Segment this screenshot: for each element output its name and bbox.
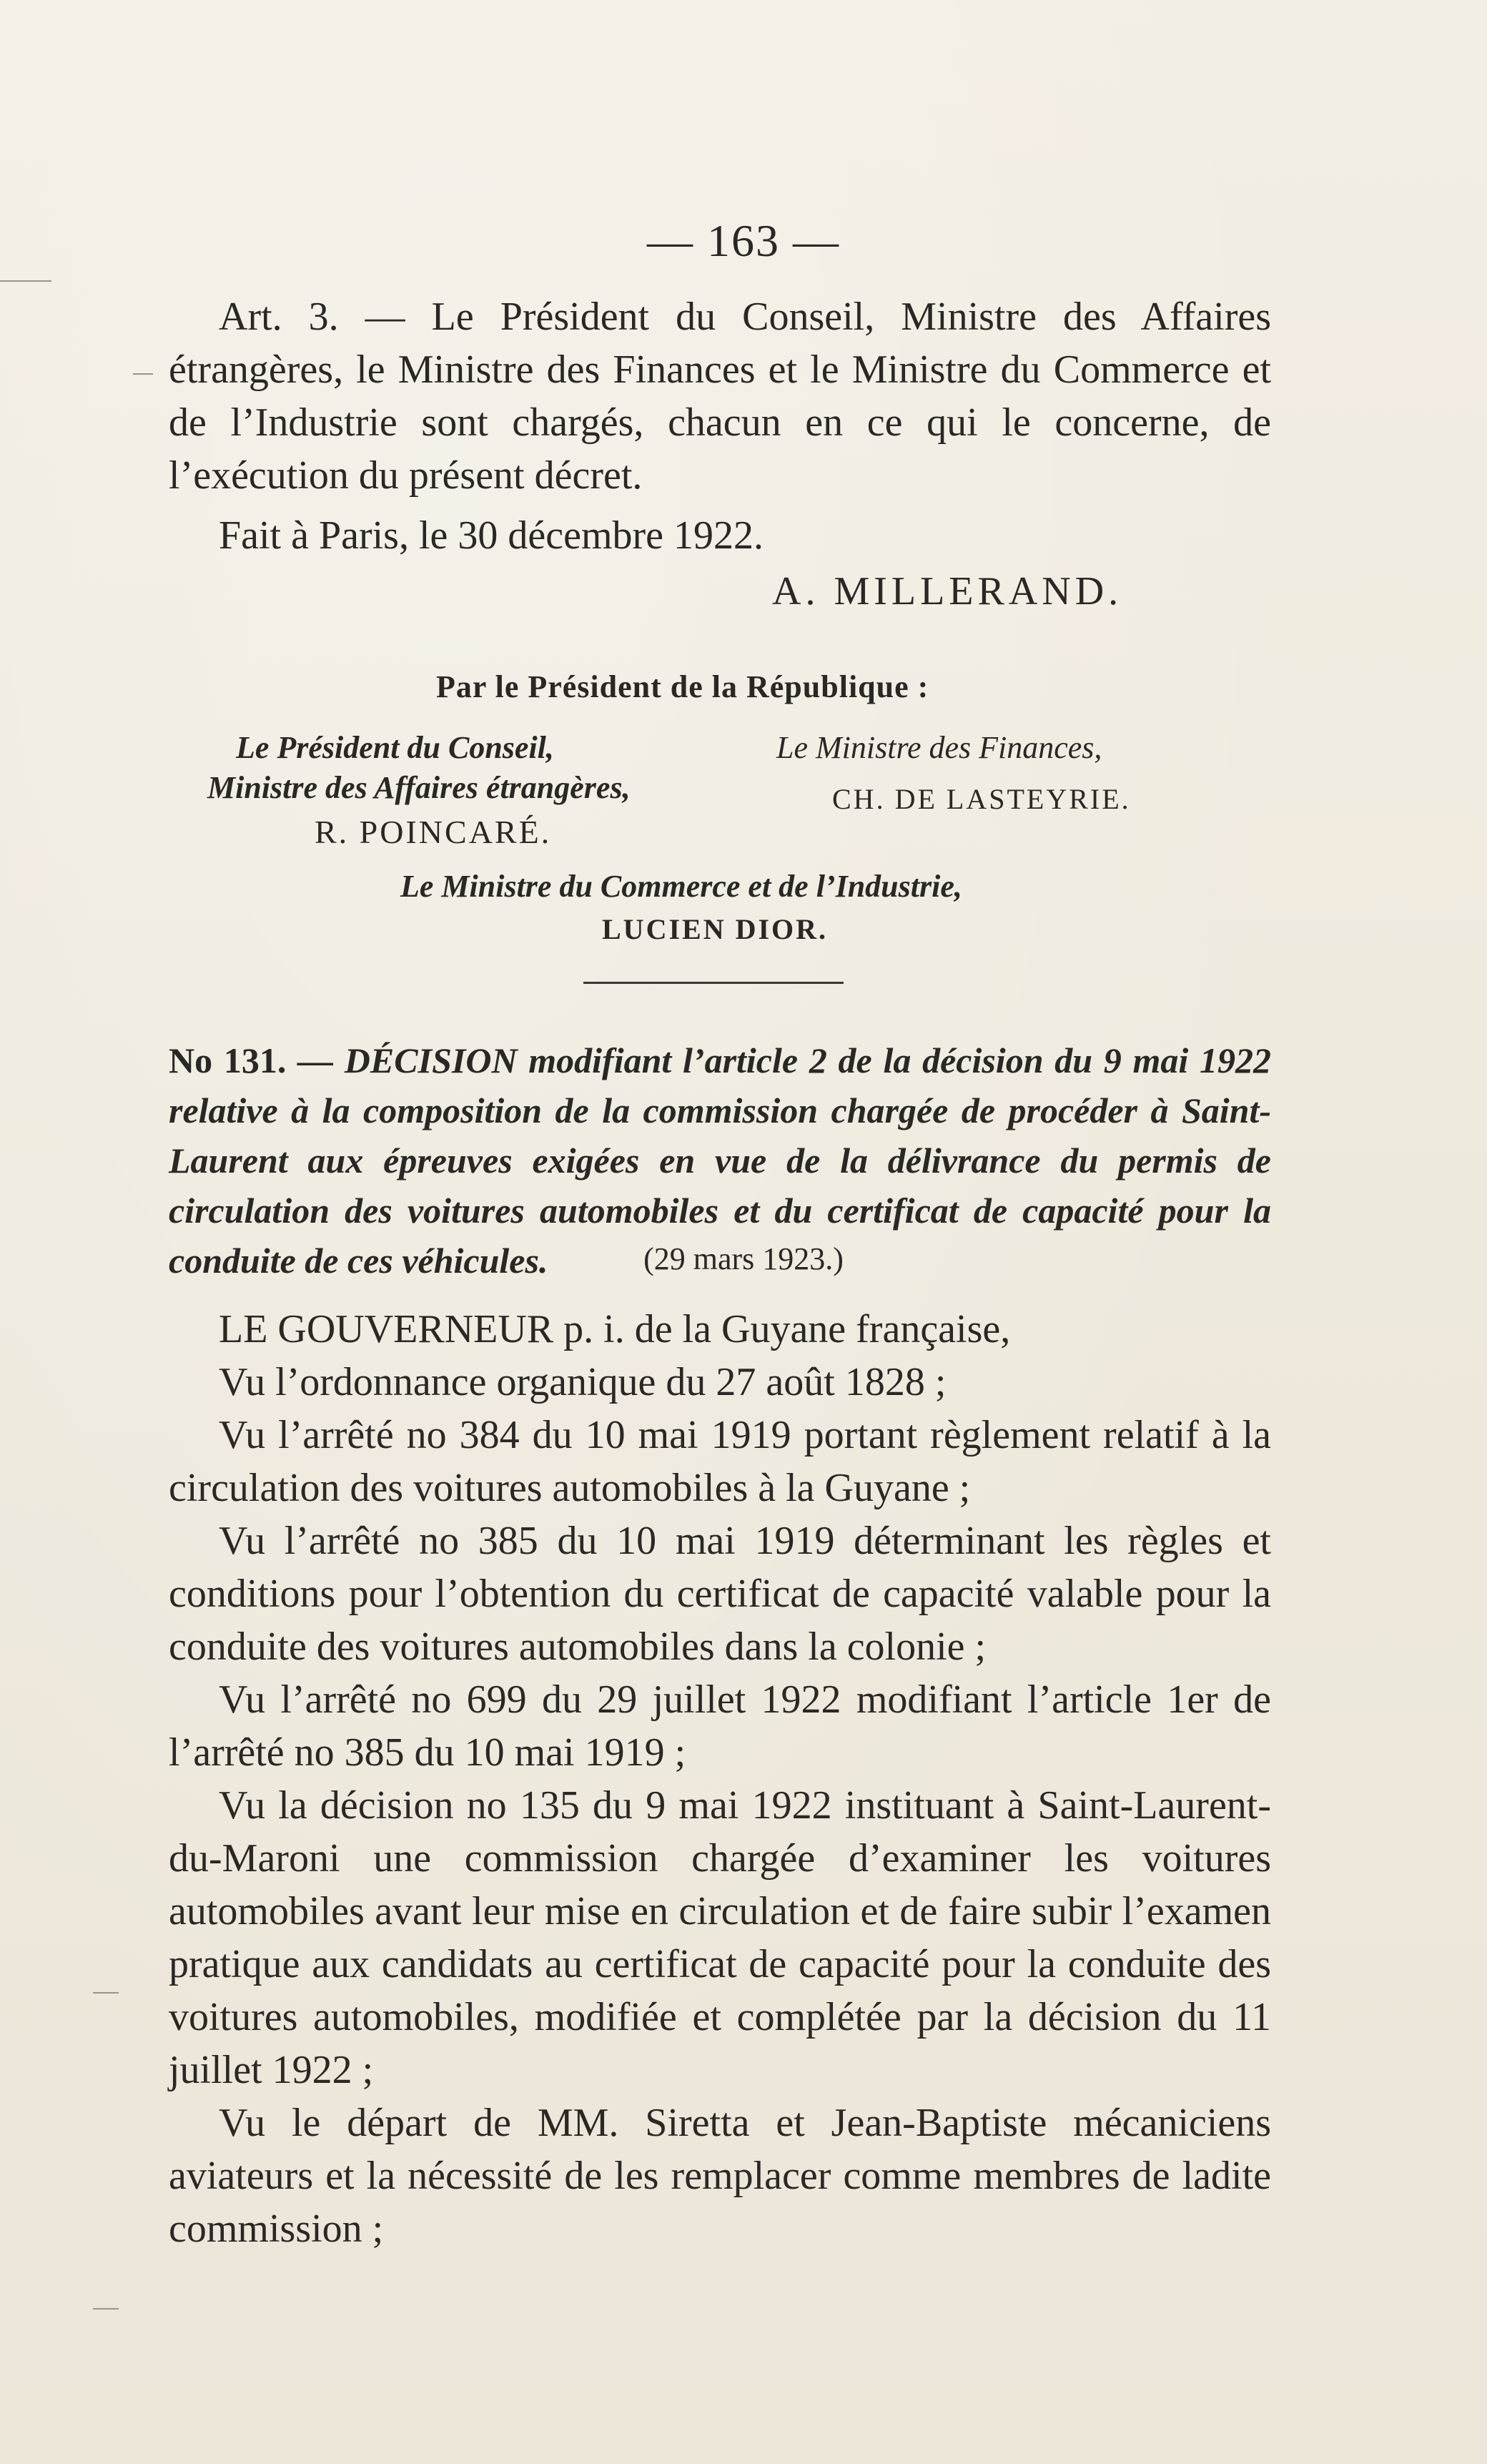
article-3-text: Art. 3. — Le Président du Conseil, Ministre des Affaires étrangères, le Ministre des Finances et le Ministre du Commerce et de l’Industrie sont chargés, chacun en ce qui le concerne, de l’exécution du présent décret. bbox=[169, 295, 1271, 498]
vu-paragraph: Vu la décision no 135 du 9 mai 1922 instituant à Saint-Laurent-du-Maroni une commission chargée d’examiner les voitures automobiles avant leur mise en circulation et de faire subir l’examen pratique aux candidats au certificat de capacité pour la conduite des voitures automobiles, modifiée et complétée par la décision du 11 juillet 1922 ; bbox=[169, 1783, 1271, 2092]
vu-paragraph: Vu l’ordonnance organique du 27 août 1828 ; bbox=[219, 1360, 947, 1404]
vu-paragraph: Vu le départ de MM. Siretta et Jean-Baptiste mécaniciens aviateurs et la nécessité de les remplacer comme membres de ladite commission ; bbox=[169, 2101, 1271, 2251]
section-divider bbox=[583, 982, 844, 984]
gouverneur-line: LE GOUVERNEUR p. i. de la Guyane française, bbox=[219, 1307, 1011, 1351]
signature-main: A. MILLERAND. bbox=[772, 569, 1123, 613]
signatory-name: CH. DE LASTEYRIE. bbox=[832, 783, 1131, 815]
vu-paragraph: Vu l’arrêté no 385 du 10 mai 1919 déterminant les règles et conditions pour l’obtention du certificat de capacité valable pour la conduite des voitures automobiles dans la colonie ; bbox=[169, 1519, 1271, 1669]
margin-mark bbox=[93, 1992, 119, 1994]
decision-body bbox=[169, 1303, 1271, 2255]
margin-mark bbox=[133, 373, 153, 375]
decision-number: No 131. bbox=[169, 1040, 287, 1080]
decision-date: (29 mars 1923.) bbox=[643, 1241, 844, 1276]
signatory-title: Le Ministre des Finances, bbox=[776, 730, 1102, 765]
par-le-president: Par le Président de la République : bbox=[436, 669, 929, 704]
decision-title: — DÉCISION modifiant l’article 2 de la décision du 9 mai 1922 relative à la composition de la commission chargée de procéder à Saint-Laurent aux épreuves exigées en vue de la délivrance du permis de circulation des voitures automobiles et du certificat de capacité pour la conduite de ces véhicules. bbox=[169, 1040, 1272, 1281]
signatory-name: LUCIEN DIOR. bbox=[602, 913, 829, 945]
margin-mark bbox=[0, 280, 51, 282]
signatory-title: Le Ministre du Commerce et de l’Industrie, bbox=[400, 869, 962, 904]
vu-paragraph: Vu l’arrêté no 384 du 10 mai 1919 portant règlement relatif à la circulation des voitures automobiles à la Guyane ; bbox=[169, 1413, 1271, 1510]
vu-paragraph: Vu l’arrêté no 699 du 29 juillet 1922 modifiant l’article 1er de l’arrêté no 385 du 10 mai 1919 ; bbox=[169, 1677, 1271, 1775]
fait-a-paris: Fait à Paris, le 30 décembre 1922. bbox=[219, 513, 764, 558]
signatory-title: Le Président du Conseil, bbox=[236, 730, 554, 765]
signatory-name: R. POINCARÉ. bbox=[315, 814, 552, 850]
article-3-block bbox=[169, 290, 1271, 562]
margin-mark bbox=[93, 2308, 119, 2310]
signatory-title: Ministre des Affaires étrangères, bbox=[207, 770, 631, 805]
page-number: — 163 — bbox=[647, 215, 840, 266]
